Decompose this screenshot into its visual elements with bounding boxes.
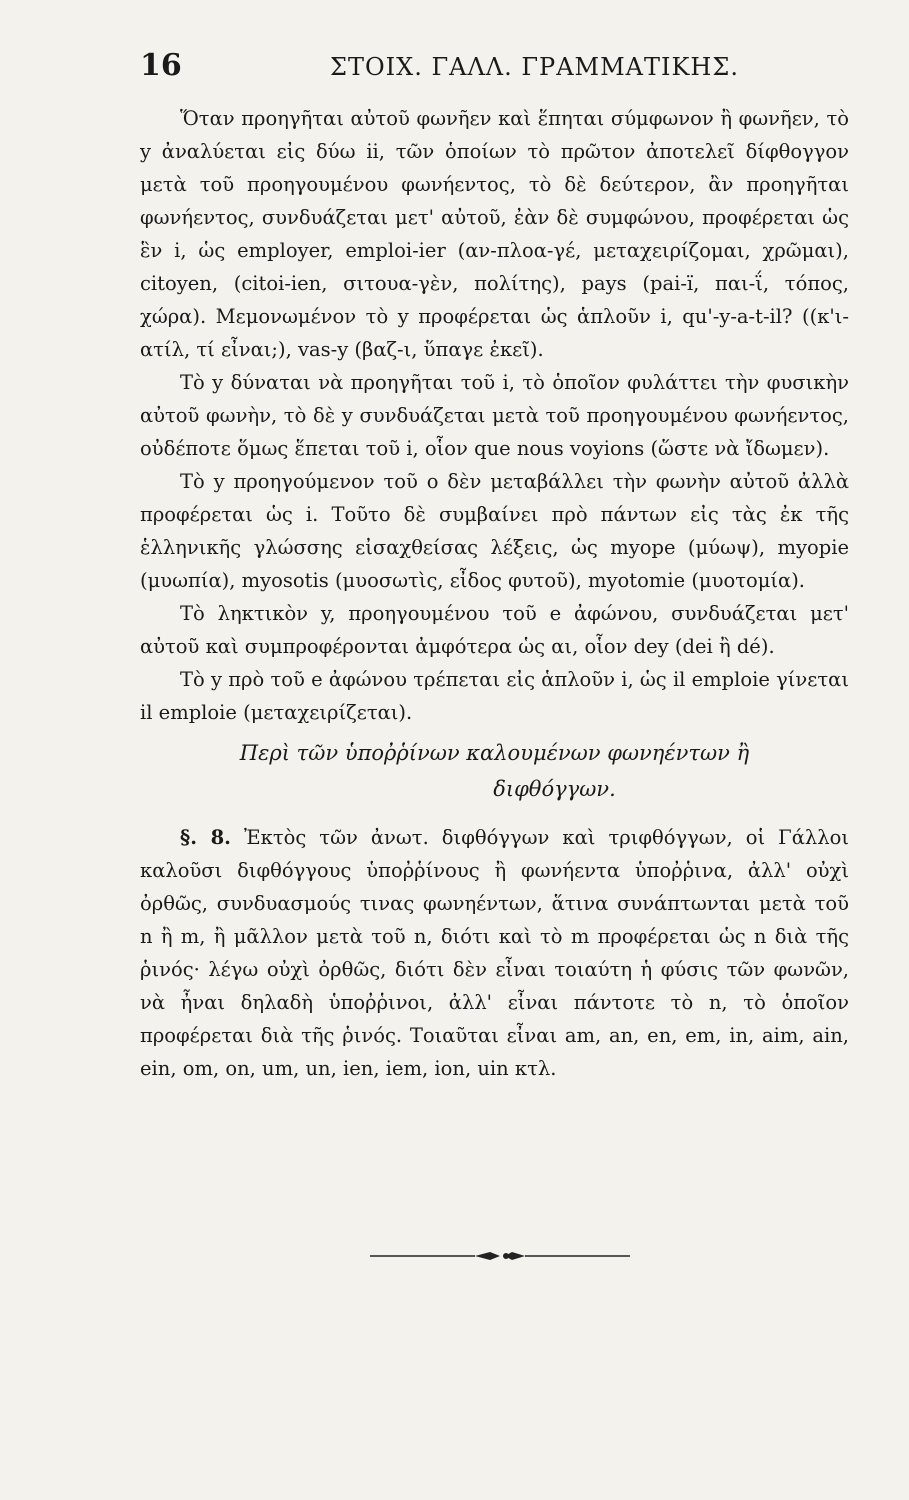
- ornament-rule: [370, 1248, 630, 1264]
- running-title: ΣΤΟΙΧ. ΓΑΛΛ. ΓΡΑΜΜΑΤΙΚΗΣ.: [330, 53, 739, 81]
- paragraph: Τὸ ληκτικὸν y, προηγουμένου τοῦ e ἀφώνου, συνδυάζεται μετ' αὐτοῦ καὶ συμπροφέρονται ἀμφότερα ὡς αι, οἷον dey (dei ἢ dé).: [140, 602, 849, 658]
- body-text: [140, 102, 849, 1085]
- paragraph: Τὸ y προηγούμενον τοῦ o δὲν μεταβάλλει τὴν φωνὴν αὐτοῦ ἀλλὰ προφέρεται ὡς i. Τοῦτο δὲ συμβαίνει πρὸ πάντων εἰς τὰς ἐκ τῆς ἑλληνικῆς γλώσσης εἰσαχθείσας λέξεις, ὡς myope (μύωψ), myopie (μυωπία), myosotis (μυοσωτὶς, εἶδος φυτοῦ), myotomie (μυοτομία).: [140, 470, 849, 592]
- paragraph: Τὸ y δύναται νὰ προηγῆται τοῦ i, τὸ ὁποῖον φυλάττει τὴν φυσικὴν αὐτοῦ φωνὴν, τὸ δὲ y συνδυάζεται μετὰ τοῦ προηγουμένου φωνήεντος, οὐδέποτε ὅμως ἕπεται τοῦ i, οἷον que nous voyions (ὥστε νὰ ἴδωμεν).: [140, 371, 849, 460]
- page-header: [140, 48, 849, 88]
- section-8-text: Ἐκτὸς τῶν ἀνωτ. διφθόγγων καὶ τριφθόγγων, οἱ Γάλλοι καλοῦσι διφθόγγους ὑποῤῥίνους ἢ φωνήεντα ὑποῤῥινα, ἀλλ' οὐχὶ ὀρθῶς, συνδυασμούς τινας φωνηέντων, ἅτινα συνάπτωνται μετὰ τοῦ n ἢ m, ἢ μᾶλλον μετὰ τοῦ n, διότι καὶ τὸ m προφέρεται ὡς n διὰ τῆς ῥινός· λέγω οὐχὶ ὀρθῶς, διότι δὲν εἶναι τοιαύτη ἡ φύσις τῶν φωνῶν, νὰ ἦναι δηλαδὴ ὑποῤῥινοι, ἀλλ' εἶναι πάντοτε τὸ n, τὸ ὁποῖον προφέρεται διὰ τῆς ῥινός. Τοιαῦται εἶναι am, an, en, em, in, aim, ain, ein, om, on, um, un, ien, iem, ion, uin κτλ.: [140, 826, 849, 1080]
- section-heading-line2: διφθόγγων.: [493, 777, 616, 801]
- section-number: §. 8.: [180, 826, 231, 849]
- paragraph: Ὅταν προηγῆται αὐτοῦ φωνῆεν καὶ ἕπηται σύμφωνον ἢ φωνῆεν, τὸ y ἀναλύεται εἰς δύω ii, τῶν ὁποίων τὸ πρῶτον ἀποτελεῖ δίφθογγον μετὰ τοῦ προηγουμένου φωνήεντος, τὸ δὲ δεύτερον, ἂν προηγῆται φωνήεντος, συνδυάζεται μετ' αὐτοῦ, ἐὰν δὲ συμφώνου, προφέρεται ὡς ἓν i, ὡς employer, emploi-ier (αν-πλοα-γέ, μεταχειρίζομαι, χρῶμαι), citoyen, (citoi-ien, σιτουα-γὲν, πολίτης), pays (pai-ï, παι-ΐ, τόπος, χώρα). Μεμονωμένον τὸ y προφέρεται ὡς ἁπλοῦν i, qu'-y-a-t-il? ((κ'ι-ατίλ, τί εἶναι;), vas-y (βαζ-ι, ὕπαγε ἐκεῖ).: [140, 107, 849, 361]
- section-8-paragraph: [140, 821, 849, 1085]
- paragraph: Τὸ y πρὸ τοῦ e ἀφώνου τρέπεται εἰς ἁπλοῦν i, ὡς il emploie γίνεται il emploie (μεταχειρίζεται).: [140, 668, 849, 724]
- page-number: 16: [140, 48, 182, 83]
- section-heading: [140, 735, 849, 807]
- section-heading-line1: Περὶ τῶν ὑποῤῥίνων καλουμένων φωνηέντων ἢ: [239, 741, 750, 765]
